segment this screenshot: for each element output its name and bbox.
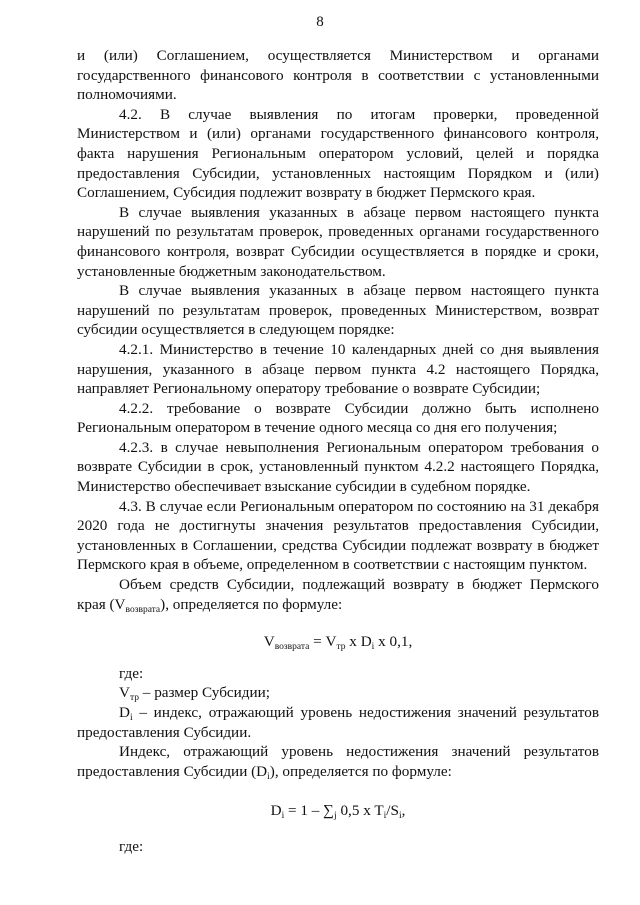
formula-subscript: i: [281, 811, 285, 822]
definition-text: – размер Субсидии;: [139, 684, 270, 702]
paragraph-4-2-part-3: В случае выявления указанных в абзаце первом настоящего пункта нарушений по результатам проверок, проведенных Министерством, возврат субсидии осуществляется в следующем порядке:: [77, 282, 599, 339]
formula-symbol: 0,5 x T: [336, 802, 384, 820]
definition-symbol: V: [119, 684, 130, 702]
formula-symbol: = 1 – ∑: [284, 802, 334, 820]
paragraph-refund-volume: [77, 575, 599, 614]
definition-vtr: [77, 683, 599, 703]
definition-subscript: тр: [129, 693, 139, 704]
paragraph-4-3: 4.3. В случае если Региональным оператором по состоянию на 31 декабря 2020 года не достигнуты значения результатов предоставления Субсидии, установленных в Соглашении, средства Субсидии подлежат возврату в бюджет Пермского края в объеме, определенном в соответствии с настоящим пунктом.: [77, 497, 599, 574]
formula-refund-volume: [77, 632, 599, 652]
paragraph-index-text-end: ), определяется по формуле:: [269, 762, 452, 780]
paragraph-index: [77, 742, 599, 781]
formula-subscript: i: [398, 811, 402, 822]
where-label-1: где:: [119, 664, 144, 682]
formula-symbol: V: [263, 633, 275, 651]
definition-text: – индекс, отражающий уровень недостижения значений результатов предоставления Субсидии.: [77, 704, 599, 741]
formula-symbol: = V: [309, 633, 337, 651]
formula-subscript: тр: [336, 642, 346, 653]
formula-index: [77, 801, 599, 821]
paragraph-index-text-start: Индекс, отражающий уровень недостижения значений результатов предоставления Субсидии (D: [77, 743, 599, 780]
paragraph-refund-volume-text-start: Объем средств Субсидии, подлежащий возврату в бюджет Пермского края (V: [77, 576, 599, 613]
document-body: [77, 46, 599, 857]
subscript-refund: возврата: [125, 604, 161, 615]
page-number: 8: [316, 14, 324, 30]
formula-symbol: ,: [401, 802, 406, 820]
formula-subscript: i: [371, 642, 375, 653]
definition-di: [77, 703, 599, 742]
paragraph-4-2-1: 4.2.1. Министерство в течение 10 календарных дней со дня выявления нарушения, указанного в абзаце первом пункта 4.2 настоящего Порядка, направляет Региональному оператору требование о возврате Субсидии;: [77, 340, 599, 398]
subscript-index: i: [267, 771, 270, 782]
formula-symbol: x 0,1,: [374, 633, 413, 651]
definition-subscript: i: [129, 713, 133, 723]
paragraph-4-2: 4.2. В случае выявления по итогам проверки, проведенной Министерством и (или) органами государственного финансового контроля, факта нарушения Региональным оператором условий, целей и порядка предоставления Субсидии, установленных настоящим Порядком и (или) Соглашением, Субсидия подлежит возврату в бюджет Пермского края.: [77, 105, 599, 202]
formula-subscript: j: [334, 811, 337, 822]
where-label-2: где:: [119, 837, 144, 855]
formula-subscript: i: [383, 811, 387, 822]
paragraph-4-2-3: 4.2.3. в случае невыполнения Региональным оператором требования о возврате Субсидии в срок, установленный пунктом 4.2.2 настоящего Порядка, Министерство обеспечивает взыскание субсидии в судебном порядке.: [77, 438, 599, 496]
paragraph-refund-volume-text-end: ), определяется по формуле:: [160, 595, 343, 613]
paragraph-4-2-part-2: В случае выявления указанных в абзаце первом настоящего пункта нарушений по результатам проверок, проведенных органами государственного финансового контроля, возврат Субсидии осуществляется в порядке и сроки, установленные бюджетным законодательством.: [77, 203, 599, 280]
paragraph-continuation: и (или) Соглашением, осуществляется Министерством и органами государственного финансового контроля в соответствии с установленными полномочиями.: [77, 47, 599, 104]
paragraph-4-2-2: 4.2.2. требование о возврате Субсидии должно быть исполнено Региональным оператором в течение одного месяца со дня его получения;: [77, 399, 599, 437]
formula-symbol: x D: [345, 633, 372, 651]
definition-symbol: D: [119, 704, 130, 721]
formula-symbol: D: [270, 802, 282, 820]
formula-symbol: /S: [386, 802, 399, 820]
formula-subscript: возврата: [274, 642, 310, 653]
